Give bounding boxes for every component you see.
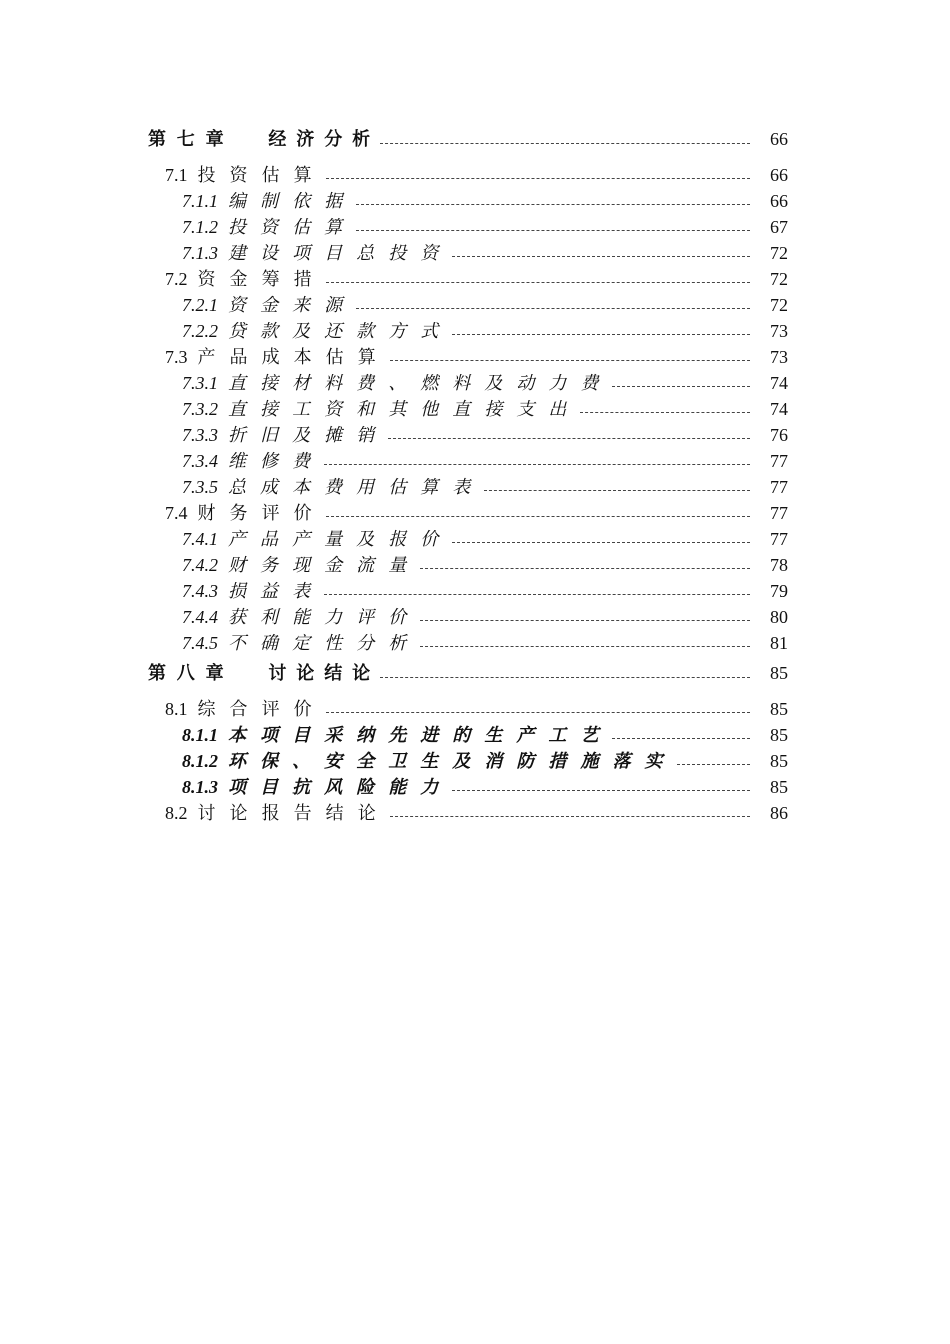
toc-page-number: 85 xyxy=(770,751,788,771)
toc-page-number: 77 xyxy=(770,529,788,549)
toc-page-number: 85 xyxy=(770,725,788,745)
toc-entry-number: 7.3.1 xyxy=(182,373,218,393)
toc-subsection-row[interactable] xyxy=(148,240,788,266)
toc-subsection-row[interactable] xyxy=(148,552,788,578)
dot-leader xyxy=(452,789,750,791)
toc-entry-title: 直接工资和其他直接支出 xyxy=(228,399,581,420)
toc-page-number: 77 xyxy=(770,451,788,471)
toc-entry-number: 7.3.5 xyxy=(182,477,218,497)
dot-leader xyxy=(380,676,750,678)
dot-leader xyxy=(484,489,750,491)
toc-entry-number: 7.3.2 xyxy=(182,399,218,419)
toc-page-number: 80 xyxy=(770,607,788,627)
dot-leader xyxy=(390,815,750,817)
dot-leader xyxy=(356,203,750,205)
dot-leader xyxy=(388,437,750,439)
toc-page-number: 73 xyxy=(770,347,788,367)
toc-subsection-row[interactable] xyxy=(148,630,788,656)
dot-leader xyxy=(452,333,750,335)
toc-entry-number: 第八章 xyxy=(148,663,235,683)
toc-entry-number: 7.4.2 xyxy=(182,555,218,575)
dot-leader xyxy=(420,567,750,569)
toc-section-row[interactable] xyxy=(148,266,788,292)
toc-entry-title: 贷款及还款方式 xyxy=(228,321,453,342)
toc-section-row[interactable] xyxy=(148,500,788,526)
dot-leader xyxy=(356,307,750,309)
toc-page-number: 86 xyxy=(770,803,788,823)
toc-entry-title: 财务现金流量 xyxy=(228,555,421,576)
toc-entry-title: 本项目采纳先进的生产工艺 xyxy=(228,725,613,746)
dot-leader xyxy=(326,177,750,179)
toc-entry-title: 综合评价 xyxy=(197,699,326,720)
toc-page-number: 66 xyxy=(770,165,788,185)
toc-page-number: 77 xyxy=(770,503,788,523)
toc-section-row[interactable] xyxy=(148,696,788,722)
dot-leader xyxy=(380,142,750,144)
toc-entry-title: 产品产量及报价 xyxy=(228,529,453,550)
toc-page-number: 85 xyxy=(770,699,788,719)
toc-entry-title: 资金来源 xyxy=(228,295,357,316)
toc-entry-number: 7.2 xyxy=(165,269,188,289)
toc-entry-title: 项目抗风险能力 xyxy=(228,777,453,798)
toc-entry-title: 编制依据 xyxy=(228,191,357,212)
toc-entry-title: 投资估算 xyxy=(197,165,326,186)
toc-entry-title: 折旧及摊销 xyxy=(228,425,389,446)
toc-entry-number: 7.1 xyxy=(165,165,188,185)
dot-leader xyxy=(390,359,750,361)
toc-page-number: 72 xyxy=(770,295,788,315)
toc-entry-number: 7.1.3 xyxy=(182,243,218,263)
dot-leader xyxy=(420,619,750,621)
toc-entry-number: 8.1.2 xyxy=(182,751,218,771)
toc-entry-number: 7.3 xyxy=(165,347,188,367)
toc-subsection-row[interactable] xyxy=(148,526,788,552)
dot-leader xyxy=(612,737,750,739)
table-of-contents xyxy=(148,126,788,826)
toc-entry-number: 8.2 xyxy=(165,803,188,823)
toc-section-row[interactable] xyxy=(148,162,788,188)
toc-subsection-row[interactable] xyxy=(148,448,788,474)
toc-page-number: 74 xyxy=(770,373,788,393)
dot-leader xyxy=(326,281,750,283)
toc-entry-title: 损益表 xyxy=(228,581,325,602)
dot-leader xyxy=(452,255,750,257)
toc-entry-title: 直接材料费、燃料及动力费 xyxy=(228,373,613,394)
toc-entry-number: 7.1.2 xyxy=(182,217,218,237)
toc-section-row[interactable] xyxy=(148,344,788,370)
toc-entry-title: 获利能力评价 xyxy=(228,607,421,628)
toc-entry-title: 经济分析 xyxy=(268,129,381,150)
toc-subsection-row[interactable] xyxy=(148,370,788,396)
toc-page-number: 85 xyxy=(770,663,788,683)
toc-entry-title: 资金筹措 xyxy=(197,269,326,290)
toc-page-number: 85 xyxy=(770,777,788,797)
toc-page-number: 77 xyxy=(770,477,788,497)
toc-entry-title: 财务评价 xyxy=(197,503,326,524)
toc-entry-number: 7.4 xyxy=(165,503,188,523)
toc-page-number: 66 xyxy=(770,129,788,149)
toc-page-number: 66 xyxy=(770,191,788,211)
dot-leader xyxy=(677,763,750,765)
toc-entry-title: 总成本费用估算表 xyxy=(228,477,485,498)
toc-page-number: 73 xyxy=(770,321,788,341)
dot-leader xyxy=(580,411,750,413)
dot-leader xyxy=(326,515,750,517)
dot-leader xyxy=(452,541,750,543)
toc-subsection-row[interactable] xyxy=(148,722,788,748)
toc-entry-number: 8.1.1 xyxy=(182,725,218,745)
toc-entry-number: 7.4.3 xyxy=(182,581,218,601)
toc-entry-title: 讨论结论 xyxy=(268,663,381,684)
toc-entry-number: 7.4.5 xyxy=(182,633,218,653)
dot-leader xyxy=(420,645,750,647)
toc-entry-title: 投资估算 xyxy=(228,217,357,238)
toc-entry-number: 7.4.4 xyxy=(182,607,218,627)
toc-chapter-row[interactable] xyxy=(148,126,788,153)
toc-entry-number: 8.1 xyxy=(165,699,188,719)
toc-subsection-row[interactable] xyxy=(148,396,788,422)
toc-subsection-row[interactable] xyxy=(148,214,788,240)
toc-page-number: 79 xyxy=(770,581,788,601)
toc-subsection-row[interactable] xyxy=(148,422,788,448)
toc-entry-title: 讨论报告结论 xyxy=(197,803,390,824)
toc-entry-number: 7.3.3 xyxy=(182,425,218,445)
dot-leader xyxy=(356,229,750,231)
toc-entry-number: 7.4.1 xyxy=(182,529,218,549)
toc-entry-number: 7.1.1 xyxy=(182,191,218,211)
toc-entry-title: 建设项目总投资 xyxy=(228,243,453,264)
toc-entry-title: 产品成本估算 xyxy=(197,347,390,368)
toc-chapter-row[interactable] xyxy=(148,660,788,687)
toc-subsection-row[interactable] xyxy=(148,604,788,630)
toc-entry-number: 第七章 xyxy=(148,129,235,149)
toc-subsection-row[interactable] xyxy=(148,474,788,500)
toc-subsection-row[interactable] xyxy=(148,578,788,604)
toc-entry-title: 维修费 xyxy=(228,451,325,472)
toc-subsection-row[interactable] xyxy=(148,318,788,344)
toc-entry-number: 7.2.1 xyxy=(182,295,218,315)
toc-page-number: 74 xyxy=(770,399,788,419)
dot-leader xyxy=(324,463,750,465)
toc-entry-title: 不确定性分析 xyxy=(228,633,421,654)
toc-page-number: 81 xyxy=(770,633,788,653)
dot-leader xyxy=(324,593,750,595)
toc-entry-number: 7.3.4 xyxy=(182,451,218,471)
toc-page-number: 67 xyxy=(770,217,788,237)
toc-subsection-row[interactable] xyxy=(148,748,788,774)
toc-subsection-row[interactable] xyxy=(148,774,788,800)
toc-subsection-row[interactable] xyxy=(148,292,788,318)
toc-section-row[interactable] xyxy=(148,800,788,826)
dot-leader xyxy=(326,711,750,713)
toc-entry-number: 7.2.2 xyxy=(182,321,218,341)
toc-page-number: 72 xyxy=(770,269,788,289)
toc-page-number: 78 xyxy=(770,555,788,575)
toc-page-number: 72 xyxy=(770,243,788,263)
toc-entry-number: 8.1.3 xyxy=(182,777,218,797)
toc-entry-title: 环保、安全卫生及消防措施落实 xyxy=(228,751,677,772)
dot-leader xyxy=(612,385,750,387)
toc-page-number: 76 xyxy=(770,425,788,445)
toc-subsection-row[interactable] xyxy=(148,188,788,214)
